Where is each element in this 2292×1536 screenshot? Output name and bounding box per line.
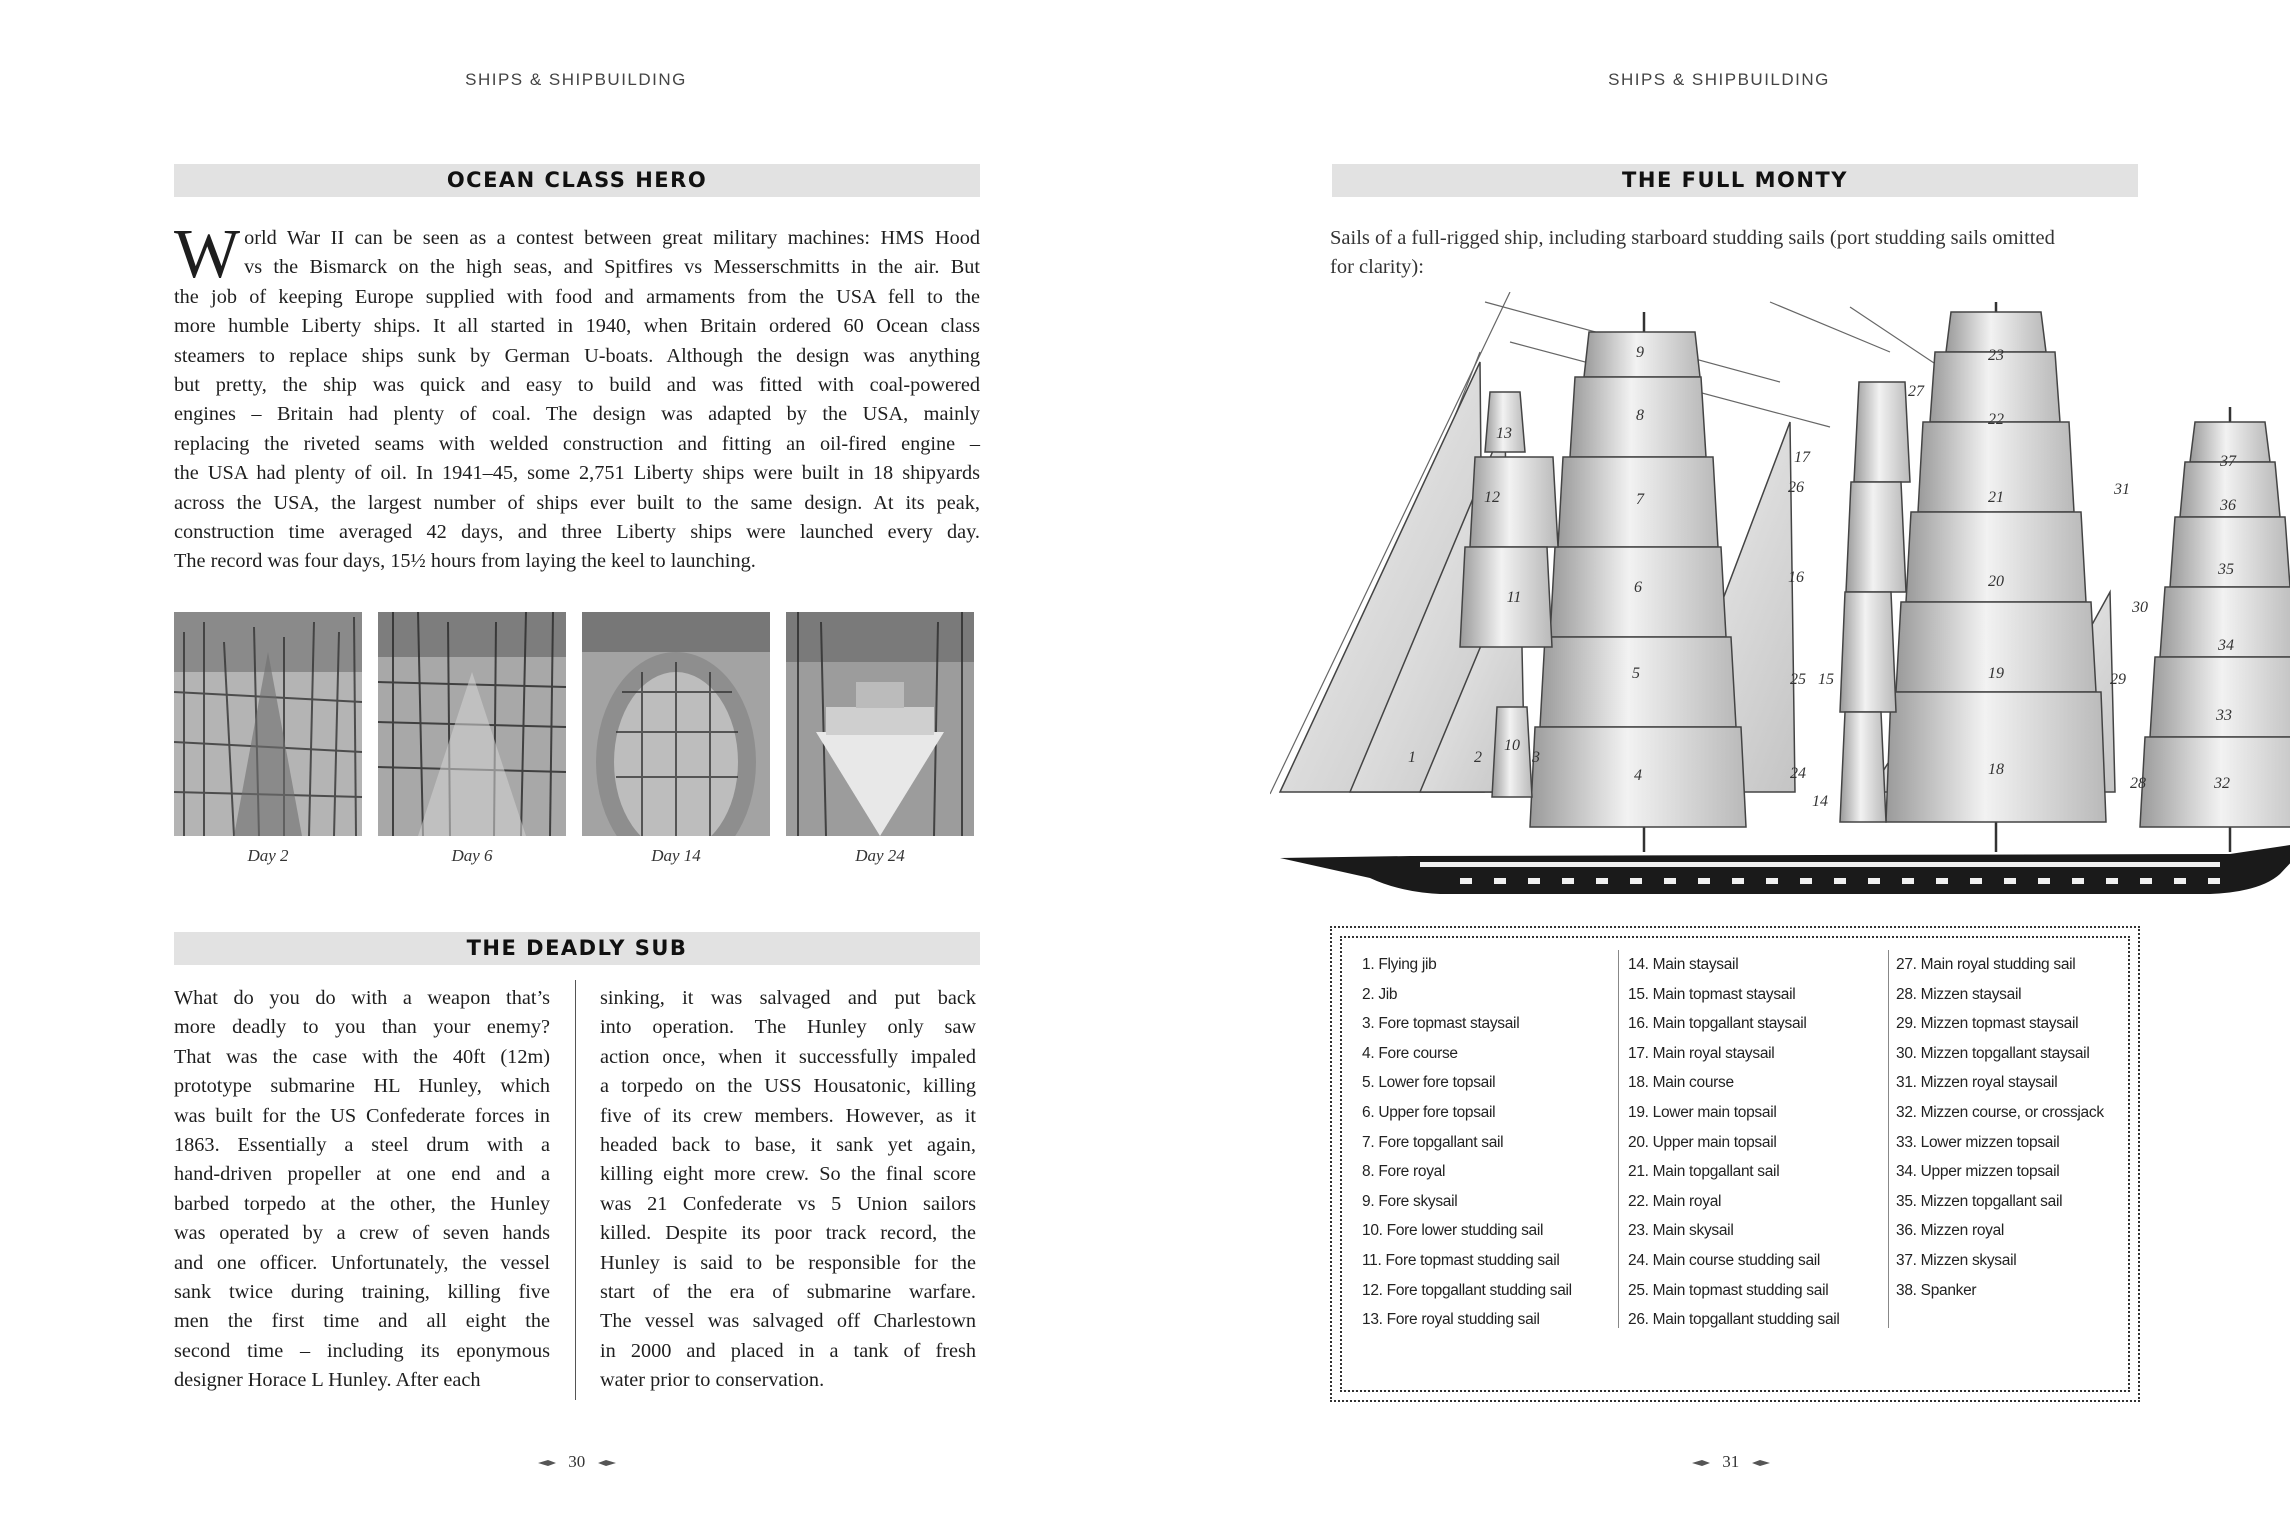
- legend-item: 6. Upper fore topsail: [1362, 1103, 1496, 1121]
- gunport: [1800, 878, 1812, 884]
- paragraph-line: men the first time and all eight the: [174, 1310, 550, 1333]
- sail-number-label: 27: [1908, 383, 1924, 400]
- gunport: [2072, 878, 2084, 884]
- shipyard-photo-day-2: [174, 612, 362, 836]
- legend-item: 22. Main royal: [1628, 1192, 1722, 1210]
- sail-number-label: 3: [1532, 749, 1540, 766]
- gunport: [1902, 878, 1914, 884]
- paragraph-line: start of the era of submarine warfare.: [600, 1281, 976, 1304]
- legend-item: 33. Lower mizzen topsail: [1896, 1133, 2060, 1151]
- paragraph-line: the USA had plenty of oil. In 1941–45, some 2,751 Liberty ships were built in 18 shipyards: [174, 462, 980, 485]
- gunport: [1664, 878, 1676, 884]
- paragraph-line: What do you do with a weapon that’s: [174, 987, 550, 1009]
- sail-number-label: 23: [1988, 347, 2004, 364]
- paragraph-line: in 2000 and placed in a tank of fresh: [600, 1339, 976, 1362]
- sail-number-label: 1: [1408, 749, 1416, 766]
- legend-item: 34. Upper mizzen topsail: [1896, 1163, 2060, 1181]
- legend-item: 4. Fore course: [1362, 1044, 1458, 1062]
- full-monty-intro: [1330, 224, 2138, 282]
- sail-number-label: 37: [2220, 453, 2236, 470]
- paragraph-line: and one officer. Unfortunately, the vessel: [174, 1251, 550, 1274]
- gunport: [1596, 878, 1608, 884]
- paragraph-line: was operated by a crew of seven hands: [174, 1222, 550, 1245]
- page-number: 30: [568, 1452, 586, 1471]
- gunport: [1766, 878, 1778, 884]
- gunport: [2208, 878, 2220, 884]
- intro-line: Sails of a full-rigged ship, including starboard studding sails (port studding sails omitted: [1330, 227, 2055, 249]
- paragraph-line: more humble Liberty ships. It all started in 1940, when Britain ordered 60 Ocean class: [174, 315, 980, 338]
- sail-legend-column-3: [1896, 950, 2104, 1305]
- paragraph-line: designer Horace L Hunley. After each: [174, 1369, 481, 1392]
- shipyard-photo-day-6: [378, 612, 566, 836]
- legend-item: 24. Main course studding sail: [1628, 1251, 1821, 1269]
- legend-item: 13. Fore royal studding sail: [1362, 1311, 1540, 1329]
- sail-number-label: 31: [2114, 481, 2130, 498]
- paragraph-line: the job of keeping Europe supplied with food and armaments from the USA fell to the: [174, 285, 980, 308]
- sail-shape: [1540, 637, 1736, 727]
- paragraph-line: water prior to conservation.: [600, 1369, 825, 1392]
- paragraph-line: hand-driven propeller at one end and a: [174, 1163, 550, 1186]
- legend-item: 8. Fore royal: [1362, 1163, 1446, 1181]
- page-number: 31: [1722, 1452, 1740, 1471]
- gunport: [1528, 878, 1540, 884]
- gunport: [1970, 878, 1982, 884]
- gunport: [1562, 878, 1574, 884]
- section-title-full-monty: THE FULL MONTY: [1332, 164, 2138, 197]
- legend-item: 27. Main royal studding sail: [1896, 956, 2076, 973]
- paragraph-line: action once, when it successfully impaled: [600, 1045, 976, 1068]
- paragraph-line: sank twice during training, killing five: [174, 1281, 550, 1304]
- paragraph-line: killed. Despite its poor track record, the: [600, 1222, 976, 1245]
- folio-ornament-icon: [590, 1459, 616, 1467]
- gunport: [1732, 878, 1744, 884]
- paragraph-line: but pretty, the ship was quick and easy to build and was fitted with coal-powered: [174, 374, 980, 397]
- sail-number-label: 24: [1790, 765, 1806, 782]
- legend-item: 38. Spanker: [1896, 1281, 1977, 1299]
- paragraph-line: The record was four days, 15½ hours from laying the keel to launching.: [174, 550, 756, 573]
- legend-item: 18. Main course: [1628, 1074, 1734, 1092]
- legend-item: 14. Main staysail: [1628, 956, 1739, 973]
- shipyard-photo-day-14: [582, 612, 770, 836]
- sail-legend-column-1: [1362, 950, 1572, 1335]
- legend-item: 29. Mizzen topmast staysail: [1896, 1015, 2079, 1033]
- legend-item: 17. Main royal staysail: [1628, 1044, 1775, 1062]
- sail-legend-column-2: [1628, 950, 1840, 1335]
- legend-item: 20. Upper main topsail: [1628, 1133, 1777, 1151]
- sail-number-label: 25: [1790, 671, 1806, 688]
- photo-caption-day-2: Day 2: [247, 846, 289, 865]
- sail-number-label: 34: [2218, 637, 2234, 654]
- sail-shape: [1946, 312, 2046, 352]
- sail-number-label: 10: [1504, 737, 1520, 754]
- paragraph-line: The vessel was salvaged off Charlestown: [600, 1310, 976, 1333]
- sail-number-label: 29: [2110, 671, 2126, 688]
- sail-number-label: 35: [2218, 561, 2234, 578]
- sail-number-label: 2: [1474, 749, 1482, 766]
- shipyard-photo-day-24: [786, 612, 974, 836]
- sail-number-label: 19: [1988, 665, 2004, 682]
- paragraph-line: five of its crew members. However, as it: [600, 1104, 976, 1127]
- sail-shape: [1485, 392, 1525, 452]
- paragraph-line: 1863. Essentially a steel drum with a: [174, 1134, 550, 1157]
- sail-number-label: 20: [1988, 573, 2004, 590]
- sail-number-label: 36: [2220, 497, 2236, 514]
- gunport: [1698, 878, 1710, 884]
- sail-number-label: 4: [1634, 767, 1642, 784]
- gunport: [2038, 878, 2050, 884]
- legend-item: 19. Lower main topsail: [1628, 1103, 1777, 1121]
- legend-item: 35. Mizzen topgallant sail: [1896, 1192, 2063, 1210]
- sail-shape: [1840, 712, 1886, 822]
- full-rigged-ship-diagram: [1270, 292, 2290, 906]
- ocean-class-lines: [174, 216, 980, 577]
- sail-number-label: 17: [1794, 449, 1810, 466]
- legend-item: 23. Main skysail: [1628, 1222, 1734, 1240]
- legend-item: 9. Fore skysail: [1362, 1192, 1458, 1210]
- sail-number-label: 8: [1636, 407, 1644, 424]
- legend-item: 21. Main topgallant sail: [1628, 1163, 1780, 1181]
- sail-legend-box: [1330, 926, 2140, 1402]
- legend-item: 28. Mizzen staysail: [1896, 985, 2022, 1003]
- sail-number-label: 33: [2216, 707, 2232, 724]
- sail-shape: [1840, 592, 1896, 712]
- paragraph-line: prototype submarine HL Hunley, which: [174, 1075, 550, 1098]
- paragraph-line: sinking, it was salvaged and put back: [600, 987, 976, 1009]
- legend-divider: [1888, 950, 1889, 1328]
- paragraph-line: across the USA, the largest number of ships ever built to the same design. At its peak,: [174, 491, 980, 514]
- sail-number-label: 5: [1632, 665, 1640, 682]
- photo-caption-day-24: Day 24: [855, 846, 905, 865]
- sail-number-label: 13: [1496, 425, 1512, 442]
- folio-ornament-icon: [1692, 1459, 1718, 1467]
- gunport: [1460, 878, 1472, 884]
- legend-divider: [1618, 950, 1619, 1328]
- sail-number-label: 15: [1818, 671, 1834, 688]
- sail-number-label: 32: [2214, 775, 2230, 792]
- gunport: [2174, 878, 2186, 884]
- deadly-sub-column-2: [600, 984, 976, 1396]
- gunport: [1936, 878, 1948, 884]
- photo-caption-day-6: Day 6: [451, 846, 493, 865]
- legend-item: 30. Mizzen topgallant staysail: [1896, 1044, 2090, 1062]
- deadly-sub-column-1: [174, 984, 550, 1396]
- right-page: [1146, 0, 2292, 1536]
- gunport: [2106, 878, 2118, 884]
- legend-item: 26. Main topgallant studding sail: [1628, 1311, 1840, 1329]
- legend-item: 36. Mizzen royal: [1896, 1222, 2005, 1240]
- paragraph-line: second time – including its eponymous: [174, 1339, 550, 1362]
- legend-item: 3. Fore topmast staysail: [1362, 1015, 1520, 1033]
- sail-shape: [2150, 657, 2290, 737]
- sail-shape: [1854, 382, 1910, 482]
- sail-number-label: 12: [1484, 489, 1500, 506]
- paragraph-line: was built for the US Confederate forces in: [174, 1104, 550, 1127]
- paragraph-line: vs the Bismarck on the high seas, and Spitfires vs Messerschmitts in the air. But: [244, 256, 980, 279]
- paragraph-line: a torpedo on the USS Housatonic, killing: [600, 1075, 976, 1098]
- legend-item: 7. Fore topgallant sail: [1362, 1133, 1504, 1151]
- sail-number-label: 30: [2132, 599, 2148, 616]
- paragraph-line: construction time averaged 42 days, and three Liberty ships were launched every day.: [174, 521, 980, 544]
- sail-number-label: 9: [1636, 344, 1644, 361]
- sail-shape: [1886, 692, 2106, 822]
- column-divider: [575, 980, 576, 1400]
- paragraph-line: was 21 Confederate vs 5 Union sailors: [600, 1192, 976, 1215]
- sail-number-label: 16: [1788, 569, 1804, 586]
- legend-item: 10. Fore lower studding sail: [1362, 1222, 1544, 1240]
- shipyard-photo-row: [174, 612, 977, 872]
- gunport: [2004, 878, 2016, 884]
- running-head-left: SHIPS & SHIPBUILDING: [465, 70, 687, 89]
- sail-number-label: 14: [1812, 793, 1828, 810]
- intro-line: for clarity):: [1330, 256, 1424, 278]
- paragraph-line: Hunley is said to be responsible for the: [600, 1251, 976, 1274]
- sail-number-label: 6: [1634, 579, 1642, 596]
- legend-item: 11. Fore topmast studding sail: [1362, 1251, 1560, 1269]
- legend-item: 16. Main topgallant staysail: [1628, 1015, 1807, 1033]
- gunport: [1868, 878, 1880, 884]
- folio-ornament-icon: [538, 1459, 564, 1467]
- sail-number-label: 28: [2130, 775, 2146, 792]
- sail-number-label: 21: [1988, 489, 2004, 506]
- paragraph-line: killing eight more crew. So the final score: [600, 1163, 976, 1186]
- legend-item: 37. Mizzen skysail: [1896, 1251, 2017, 1269]
- legend-item: 2. Jib: [1362, 985, 1398, 1003]
- legend-item: 31. Mizzen royal staysail: [1896, 1074, 2058, 1092]
- folio-ornament-icon: [1744, 1459, 1770, 1467]
- gunport: [1630, 878, 1642, 884]
- paragraph-line: replacing the riveted seams with welded construction and fitting an oil-fired engine –: [174, 432, 980, 455]
- paragraph-line: orld War II can be seen as a contest between great military machines: HMS Hood: [244, 227, 980, 249]
- sail-number-label: 26: [1788, 479, 1804, 496]
- sail-shape: [1846, 482, 1906, 592]
- legend-item: 15. Main topmast staysail: [1628, 985, 1796, 1003]
- gunport: [1494, 878, 1506, 884]
- paragraph-line: more deadly to you than your enemy?: [174, 1016, 550, 1039]
- paragraph-line: That was the case with the 40ft (12m): [174, 1045, 550, 1068]
- sail-number-label: 18: [1988, 761, 2004, 778]
- paragraph-line: engines – Britain had plenty of coal. The design was adapted by the USA, mainly: [174, 403, 980, 426]
- paragraph-line: headed back to base, it sank yet again,: [600, 1134, 976, 1157]
- folio-left: [538, 1452, 616, 1472]
- legend-item: 1. Flying jib: [1362, 956, 1437, 973]
- section-title-deadly-sub: THE DEADLY SUB: [174, 932, 980, 965]
- gunport: [1834, 878, 1846, 884]
- running-head-right: SHIPS & SHIPBUILDING: [1608, 70, 1830, 89]
- legend-item: 32. Mizzen course, or crossjack: [1896, 1103, 2104, 1121]
- sail-number-label: 22: [1988, 411, 2004, 428]
- paragraph-line: into operation. The Hunley only saw: [600, 1016, 976, 1039]
- legend-item: 5. Lower fore topsail: [1362, 1074, 1496, 1092]
- section-title-ocean-class-hero: OCEAN CLASS HERO: [174, 164, 980, 197]
- paragraph-line: steamers to replace ships sunk by German U-boats. Although the design was anything: [174, 344, 980, 367]
- ocean-class-paragraph: [174, 216, 980, 577]
- sail-number-label: 11: [1506, 589, 1522, 606]
- drop-cap: W: [174, 216, 241, 293]
- paragraph-line: barbed torpedo at the other, the Hunley: [174, 1192, 550, 1215]
- gunport: [2140, 878, 2152, 884]
- photo-caption-day-14: Day 14: [651, 846, 701, 865]
- folio-right: [1692, 1452, 1770, 1472]
- legend-item: 25. Main topmast studding sail: [1628, 1281, 1829, 1299]
- legend-item: 12. Fore topgallant studding sail: [1362, 1281, 1572, 1299]
- sail-number-label: 7: [1636, 491, 1644, 508]
